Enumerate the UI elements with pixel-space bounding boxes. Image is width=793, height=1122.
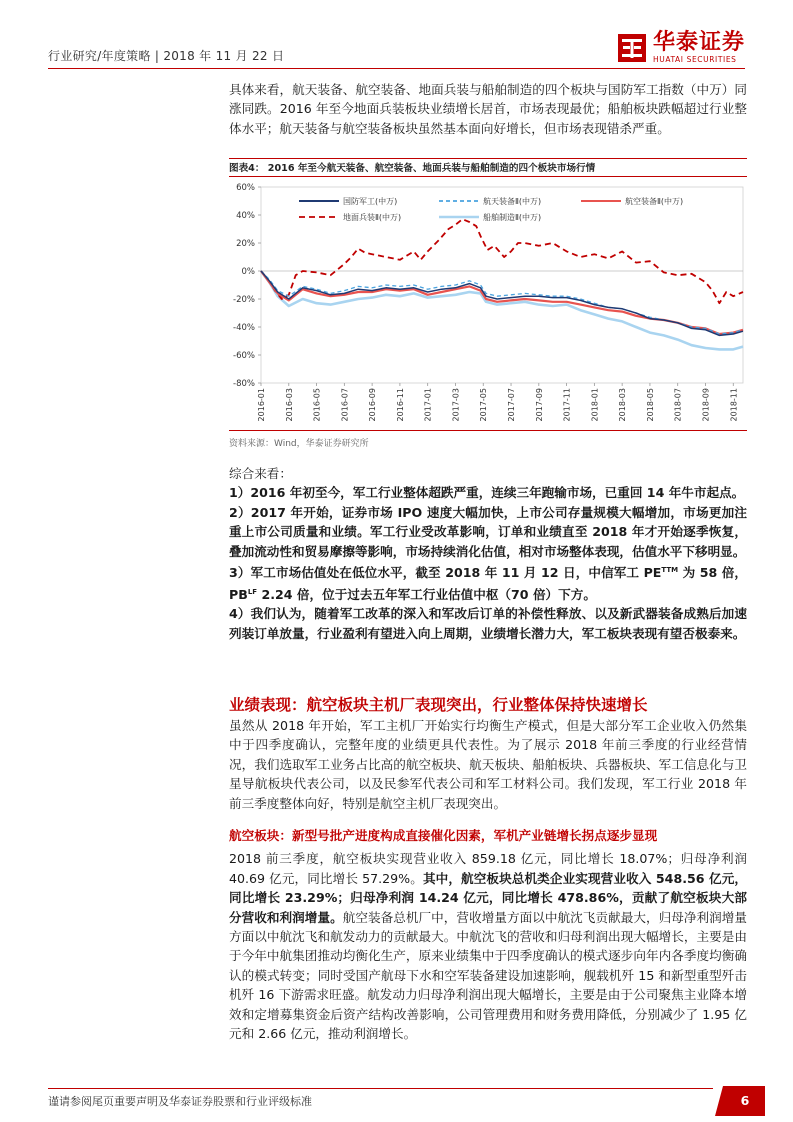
x-tick-label: 2017-01 [423, 388, 433, 422]
x-tick-label: 2017-11 [562, 388, 572, 422]
subsection-text-bold: 其中，航空板块总机类企业实现营业收入 548.56 亿元，同比增长 23.29%；归母净利润 14.24 亿元，同比增长 478.86%，贡献了航空板块大部分营收和利润增量。 [229, 870, 747, 925]
series-line-4 [261, 271, 743, 349]
series-line-3 [261, 219, 743, 303]
intro-paragraph: 具体来看，航天装备、航空装备、地面兵装与船舶制造的四个板块与国防军工指数（中万）同涨同跌。2016 年至今地面兵装板块业绩增长居首，市场表现最优；船舶板块跌幅超过行业整体水平；航天装备与航空装备板块虽然基本面向好增长，但市场表现错杀严重。 [229, 82, 747, 136]
x-tick-label: 2016-07 [340, 388, 350, 422]
y-tick-label: 20% [236, 239, 255, 249]
section-body [229, 716, 747, 813]
x-tick-label: 2017-05 [479, 388, 489, 422]
y-tick-label: 0% [241, 267, 255, 277]
x-tick-label: 2016-03 [284, 388, 294, 422]
x-tick-label: 2017-07 [507, 388, 517, 422]
x-tick-label: 2018-03 [618, 388, 628, 422]
summary-point-3-c: 2.24 倍，位于过去五年军工行业估值中枢（70 倍）下方。 [257, 586, 596, 602]
summary-point-1: 1）2016 年初至今，军工行业整体超跌严重，连续三年跑输市场，已重回 14 年牛市起点。 [229, 485, 745, 501]
page-number: 6 [740, 1093, 750, 1108]
footer-divider [48, 1088, 713, 1089]
x-tick-label: 2018-05 [645, 388, 655, 422]
summary-section [229, 464, 747, 643]
legend-label-1: 航天装备Ⅱ(中万) [483, 197, 542, 206]
x-tick-label: 2018-11 [729, 388, 739, 422]
summary-point-3-b: 为 58 倍，PB [229, 565, 748, 602]
subsection-body [229, 826, 747, 1043]
pb-superscript: LF [247, 587, 258, 596]
huatai-logo-icon [617, 33, 647, 63]
x-tick-label: 2016-11 [395, 388, 405, 422]
y-tick-label: -60% [233, 351, 255, 361]
footer-disclaimer: 谨请参阅尾页重要声明及华泰证券股票和行业评级标准 [48, 1095, 312, 1108]
legend-label-4: 船舶制造Ⅱ(中万) [483, 213, 542, 222]
legend-label-2: 航空装备Ⅱ(中万) [625, 197, 684, 206]
summary-lead: 综合来看： [229, 466, 292, 481]
x-tick-label: 2017-03 [451, 388, 461, 422]
x-tick-label: 2018-01 [590, 388, 600, 422]
x-tick-label: 2018-09 [701, 388, 711, 422]
logo-english-name: HUATAI SECURITIES [652, 55, 737, 64]
subsection-title: 航空板块：新型号批产进度构成直接催化因素，军机产业链增长拐点逐步显现 [229, 828, 658, 843]
y-tick-label: 40% [236, 211, 255, 221]
header-divider [48, 68, 745, 69]
x-tick-label: 2016-05 [312, 388, 322, 422]
series-line-1 [261, 271, 743, 334]
y-tick-label: -20% [233, 295, 255, 305]
series-line-2 [261, 271, 743, 334]
figure-source: 资料来源：Wind，华泰证券研究所 [229, 439, 369, 449]
header-breadcrumb: 行业研究/年度策略 | 2018 年 11 月 22 日 [48, 49, 285, 63]
figure-title: 图表4： 2016 年至今航天装备、航空装备、地面兵装与船舶制造的四个板块市场行情 [229, 163, 596, 174]
logo-chinese-name: 华泰证券 [652, 30, 745, 55]
section-paragraph: 虽然从 2018 年开始，军工主机厂开始实行均衡生产模式，但是大部分军工企业收入仍然集中于四季度确认，完整年度的业绩更具代表性。为了展示 2018 年前三季度的行业经营情况，我们选取军工业务占比高的航空板块、航天板块、船舶板块、兵器板块、军工信息化与卫星导航板块代表公司，以及民参军代表公司和军工材料公司。我们发现，军工行业 2018 年前三季度整体向好，特别是航空主机厂表现突出。 [229, 718, 747, 811]
summary-point-3 [229, 561, 747, 604]
x-tick-label: 2018-07 [673, 388, 683, 422]
x-tick-label: 2016-01 [257, 388, 266, 422]
figure-bottom-rule [229, 430, 747, 431]
x-tick-label: 2017-09 [534, 388, 544, 422]
summary-point-2: 2）2017 年开始，证券市场 IPO 速度大幅加快，上市公司存量规模大幅增加，市场更加注重上市公司质量和业绩。军工行业受改革影响，订单和业绩直至 2018 年才开始逐季恢复，叠加流动性和贸易摩擦等影响，市场持续消化估值，相对市场整体表现，估值水平下移明显。 [229, 504, 747, 559]
summary-point-3-a: 3）军工市场估值处在低位水平，截至 2018 年 11 月 12 日，中信军工 PE [229, 565, 662, 581]
subsection-paragraph [229, 849, 747, 1043]
y-tick-label: 60% [236, 183, 255, 193]
y-tick-label: -40% [233, 323, 255, 333]
brand-logo [617, 32, 745, 64]
summary-point-4: 4）我们认为，随着军工改革的深入和军改后订单的补偿性释放、以及新武器装备成熟后加速列装订单放量，行业盈利有望进入向上周期，业绩增长潜力大，军工板块表现有望否极泰来。 [229, 606, 747, 641]
pe-superscript: TTM [661, 566, 679, 575]
figure-title-rule [229, 176, 747, 177]
section-title: 业绩表现：航空板块主机厂表现突出，行业整体保持快速增长 [229, 696, 648, 714]
intro-section [229, 80, 747, 138]
subsection-text-2: 航空装备总机厂中，营收增量方面以中航沈飞贡献最大，归母净利润增量方面以中航沈飞和航发动力的贡献最大。中航沈飞的营收和归母利润出现大幅增长，主要是由于今年中航集团推动均衡化生产，原来业绩集中于四季度确认的模式逐步向年内各季度均衡确认的模式转变；同时受国产航母下水和空军装备建设加速影响，舰载机歼 15 和新型重型歼击机歼 16 下游需求旺盛。航发动力归母净利润出现大幅增长，主要是由于公司聚焦主业降本增效和定增募集资金后资产结构改善影响，公司管理费用和财务费用降低，分别减少了 1.95 亿元和 2.66 亿元，推动利润增长。 [229, 909, 748, 1042]
subsection-text-1: 2018 前三季度，航空板块实现营业收入 859.18 亿元，同比增长 18.07%；归母净利润 40.69 亿元，同比增长 57.29%。 [229, 851, 747, 886]
market-chart [229, 181, 749, 431]
legend-label-0: 国防军工(中万) [343, 197, 398, 206]
figure-top-rule [229, 158, 747, 159]
y-tick-label: -80% [233, 379, 255, 389]
legend-label-3: 地面兵装Ⅱ(中万) [343, 213, 402, 222]
x-tick-label: 2016-09 [368, 388, 378, 422]
